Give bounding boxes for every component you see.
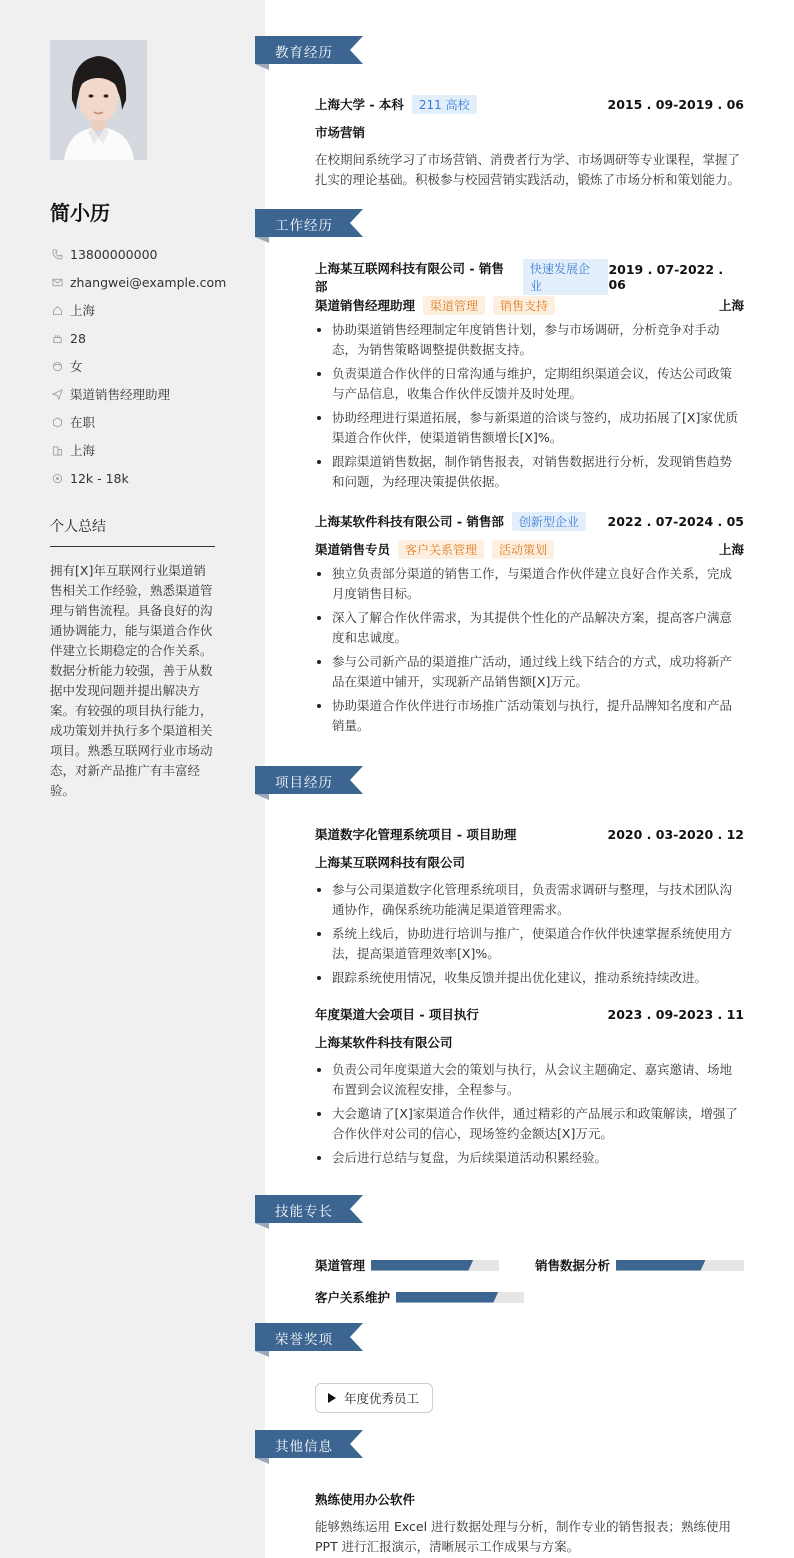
project-date: 2020 . 03-2020 . 12 bbox=[607, 826, 744, 842]
award-chip bbox=[315, 1383, 433, 1413]
company-name: 上海某软件科技有限公司 - 销售部 bbox=[315, 514, 504, 529]
other-desc: 能够熟练运用 Excel 进行数据处理与分析，制作专业的销售报表；熟练使用 PPT 进行汇报演示，清晰展示工作成果与方案。 bbox=[315, 1519, 732, 1554]
profile-photo bbox=[50, 40, 147, 160]
send-icon bbox=[50, 387, 64, 401]
section-header-projects bbox=[255, 766, 363, 796]
section-title: 其他信息 bbox=[275, 1439, 333, 1455]
section-header-work bbox=[255, 209, 363, 239]
list-item: 协助渠道合作伙伴进行市场推广活动策划与执行，提升品牌知名度和产品销量。 bbox=[315, 696, 744, 736]
contact-home bbox=[50, 296, 250, 324]
skill-bar-fill bbox=[616, 1260, 706, 1271]
list-item: 深入了解合作伙伴需求，为其提供个性化的产品解决方案，提高客户满意度和忠诚度。 bbox=[315, 608, 744, 648]
work-bullets bbox=[315, 564, 744, 736]
contact-list bbox=[50, 240, 250, 492]
contact-position bbox=[50, 380, 250, 408]
contact-email bbox=[50, 268, 250, 296]
contact-age bbox=[50, 324, 250, 352]
skill-item bbox=[315, 1256, 499, 1274]
contact-text: 上海 bbox=[70, 303, 96, 318]
role-tag: 活动策划 bbox=[492, 540, 554, 559]
section-title: 项目经历 bbox=[275, 775, 333, 791]
list-item: 会后进行总结与复盘，为后续渠道活动积累经验。 bbox=[315, 1148, 744, 1168]
project-title: 年度渠道大会项目 - 项目执行 bbox=[315, 1007, 479, 1022]
project-title: 渠道数字化管理系统项目 - 项目助理 bbox=[315, 827, 517, 842]
list-item: 跟踪渠道销售数据，制作销售报表，对销售数据进行分析，发现销售趋势和问题，为经理决策提供依据。 bbox=[315, 452, 744, 492]
skill-bar bbox=[396, 1292, 524, 1303]
sidebar bbox=[0, 0, 265, 1558]
play-triangle-icon bbox=[328, 1393, 336, 1403]
company-name: 上海某互联网科技有限公司 - 销售部 bbox=[315, 261, 504, 294]
other-title: 熟练使用办公软件 bbox=[315, 1492, 416, 1507]
city-icon bbox=[50, 443, 64, 457]
section-title: 技能专长 bbox=[275, 1204, 333, 1220]
education-desc: 在校期间系统学习了市场营销、消费者行为学、市场调研等专业课程，掌握了扎实的理论基础。积极参与校园营销实践活动，锻炼了市场分析和策划能力。 bbox=[315, 152, 741, 187]
project-company: 上海某软件科技有限公司 bbox=[315, 1035, 453, 1050]
contact-text: 上海 bbox=[70, 443, 96, 458]
section-title: 工作经历 bbox=[275, 218, 333, 234]
skill-bar-fill bbox=[371, 1260, 473, 1271]
contact-text: 28 bbox=[70, 330, 86, 346]
status-icon bbox=[50, 415, 64, 429]
list-item: 大会邀请了[X]家渠道合作伙伴，通过精彩的产品展示和政策解读，增强了合作伙伴对公司的信心，现场签约金额达[X]万元。 bbox=[315, 1104, 744, 1144]
work-entry bbox=[315, 261, 744, 496]
project-bullets bbox=[315, 1060, 744, 1168]
project-bullets bbox=[315, 880, 744, 988]
role-tag: 渠道管理 bbox=[423, 296, 485, 315]
skill-name: 客户关系维护 bbox=[315, 1290, 391, 1305]
education-date: 2015 . 09-2019 . 06 bbox=[607, 96, 744, 112]
contact-gender bbox=[50, 352, 250, 380]
school-tag: 211 高校 bbox=[412, 95, 477, 114]
list-item: 跟踪系统使用情况，收集反馈并提出优化建议，推动系统持续改进。 bbox=[315, 968, 744, 988]
section-header-other bbox=[255, 1430, 363, 1460]
gender-icon bbox=[50, 359, 64, 373]
list-item: 系统上线后，协助进行培训与推广，使渠道合作伙伴快速掌握系统使用方法，提高渠道管理效率[X]%。 bbox=[315, 924, 744, 964]
list-item: 负责公司年度渠道大会的策划与执行，从会议主题确定、嘉宾邀请、场地布置到会议流程安排，全程参与。 bbox=[315, 1060, 744, 1100]
contact-salary bbox=[50, 464, 250, 492]
section-title: 教育经历 bbox=[275, 45, 333, 61]
list-item: 负责渠道合作伙伴的日常沟通与维护，定期组织渠道会议，传达公司政策与产品信息，收集合作伙伴反馈并及时处理。 bbox=[315, 364, 744, 404]
mail-icon bbox=[50, 275, 64, 289]
project-company: 上海某互联网科技有限公司 bbox=[315, 855, 466, 870]
skill-item bbox=[535, 1256, 744, 1274]
contact-city bbox=[50, 436, 250, 464]
contact-status bbox=[50, 408, 250, 436]
home-icon bbox=[50, 303, 64, 317]
education-major: 市场营销 bbox=[315, 125, 366, 140]
work-entry bbox=[315, 512, 744, 740]
list-item: 参与公司渠道数字化管理系统项目，负责需求调研与整理，与技术团队沟通协作，确保系统功能满足渠道管理需求。 bbox=[315, 880, 744, 920]
project-date: 2023 . 09-2023 . 11 bbox=[607, 1006, 744, 1022]
list-item: 独立负责部分渠道的销售工作，与渠道合作伙伴建立良好合作关系，完成月度销售目标。 bbox=[315, 564, 744, 604]
work-city: 上海 bbox=[718, 542, 744, 557]
section-header-education bbox=[255, 36, 363, 66]
phone-icon bbox=[50, 247, 64, 261]
summary-text: 拥有[X]年互联网行业渠道销售相关工作经验，熟悉渠道管理与销售流程。具备良好的沟通协调能力，能与渠道合作伙伴建立长期稳定的合作关系。数据分析能力较强，善于从数据中发现问题并提出解决方案。有较强的项目执行能力，成功策划并执行多个渠道相关项目。熟悉互联网行业市场动态，对新产品推广有丰富经验。 bbox=[50, 563, 213, 798]
list-item: 参与公司新产品的渠道推广活动，通过线上线下结合的方式，成功将新产品在渠道中铺开，实现新产品销售额[X]万元。 bbox=[315, 652, 744, 692]
list-item: 协助渠道销售经理制定年度销售计划，参与市场调研，分析竞争对手动态，为销售策略调整提供数据支持。 bbox=[315, 320, 744, 360]
project-entry bbox=[315, 1005, 744, 1172]
list-item: 协助经理进行渠道拓展，参与新渠道的洽谈与签约，成功拓展了[X]家优质渠道合作伙伴，使渠道销售额增长[X]%。 bbox=[315, 408, 744, 448]
section-header-skills bbox=[255, 1195, 363, 1225]
role-tag: 销售支持 bbox=[493, 296, 555, 315]
contact-text: 13800000000 bbox=[70, 246, 158, 262]
skill-name: 销售数据分析 bbox=[535, 1258, 611, 1273]
skill-bar bbox=[371, 1260, 499, 1271]
project-entry bbox=[315, 825, 744, 992]
salary-icon bbox=[50, 471, 64, 485]
education-entry bbox=[315, 95, 744, 190]
award-name: 年度优秀员工 bbox=[344, 1391, 420, 1406]
skill-name: 渠道管理 bbox=[315, 1258, 366, 1273]
company-tag: 快速发展企业 bbox=[523, 259, 609, 295]
other-entry bbox=[315, 1490, 744, 1557]
contact-text: 12k - 18k bbox=[70, 470, 129, 486]
school-name: 上海大学 - 本科 bbox=[315, 97, 404, 112]
company-tag: 创新型企业 bbox=[512, 512, 586, 531]
skill-item bbox=[315, 1288, 524, 1306]
work-date: 2022 . 07-2024 . 05 bbox=[607, 513, 744, 529]
work-city: 上海 bbox=[718, 298, 744, 313]
job-role: 渠道销售专员 bbox=[315, 542, 391, 557]
contact-text: zhangwei@example.com bbox=[70, 274, 227, 290]
section-header-awards bbox=[255, 1323, 363, 1353]
contact-text: 在职 bbox=[70, 415, 96, 430]
contact-text: 渠道销售经理助理 bbox=[70, 387, 171, 402]
summary-title: 个人总结 bbox=[50, 516, 215, 547]
contact-phone bbox=[50, 240, 250, 268]
role-tag: 客户关系管理 bbox=[398, 540, 484, 559]
skill-bar bbox=[616, 1260, 744, 1271]
age-icon bbox=[50, 331, 64, 345]
section-title: 荣誉奖项 bbox=[275, 1332, 333, 1348]
skill-bar-fill bbox=[396, 1292, 498, 1303]
contact-text: 女 bbox=[70, 359, 83, 374]
job-role: 渠道销售经理助理 bbox=[315, 298, 416, 313]
portrait-image bbox=[50, 40, 147, 160]
profile-name: 简小历 bbox=[50, 201, 110, 225]
work-date: 2019 . 07-2022 . 06 bbox=[608, 262, 724, 292]
work-bullets bbox=[315, 320, 744, 492]
